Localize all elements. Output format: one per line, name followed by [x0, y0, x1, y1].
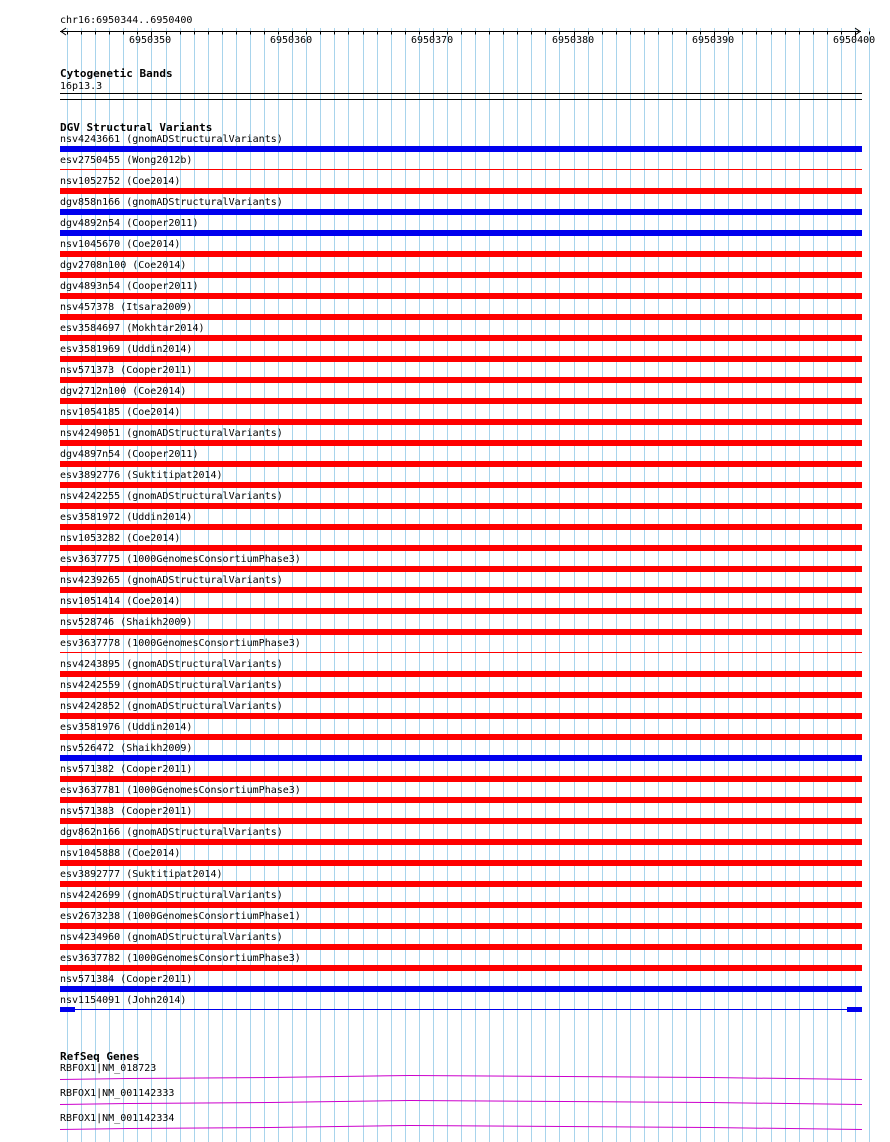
- variant-bar[interactable]: [60, 209, 862, 215]
- dgv-track-title: DGV Structural Variants: [60, 121, 213, 134]
- variant-bar[interactable]: [60, 188, 862, 194]
- variant-bar[interactable]: [60, 230, 862, 236]
- variant-label[interactable]: dgv858n166 (gnomADStructuralVariants): [60, 197, 283, 208]
- cytoband-track-title: Cytogenetic Bands: [60, 67, 173, 80]
- variant-label[interactable]: dgv862n166 (gnomADStructuralVariants): [60, 827, 283, 838]
- variant-label[interactable]: nsv571383 (Cooper2011): [60, 806, 193, 817]
- variant-label[interactable]: dgv4893n54 (Cooper2011): [60, 281, 199, 292]
- position-label: chr16:6950344..6950400: [60, 15, 193, 26]
- variant-bar[interactable]: [60, 692, 862, 698]
- variant-label[interactable]: esv3637782 (1000GenomesConsortiumPhase3): [60, 953, 301, 964]
- variant-label[interactable]: nsv1045888 (Coe2014): [60, 848, 181, 859]
- variant-bar[interactable]: [60, 524, 862, 530]
- ruler-tick-label: 6950360: [270, 35, 313, 46]
- variant-label[interactable]: nsv4242852 (gnomADStructuralVariants): [60, 701, 283, 712]
- variant-bar[interactable]: [60, 881, 862, 887]
- variant-label[interactable]: nsv1051414 (Coe2014): [60, 596, 181, 607]
- variant-bar[interactable]: [60, 440, 862, 446]
- ruler-tick-label: 6950400: [833, 35, 876, 46]
- variant-label[interactable]: nsv4242699 (gnomADStructuralVariants): [60, 890, 283, 901]
- ruler-tick-label: 6950380: [552, 35, 595, 46]
- variant-bar[interactable]: [60, 335, 862, 341]
- variant-label[interactable]: nsv571382 (Cooper2011): [60, 764, 193, 775]
- cytoband-bottom-line: [60, 99, 862, 100]
- variant-label[interactable]: nsv1053282 (Coe2014): [60, 533, 181, 544]
- variant-bar[interactable]: [60, 818, 862, 824]
- variant-label[interactable]: nsv4243661 (gnomADStructuralVariants): [60, 134, 283, 145]
- variant-bar[interactable]: [60, 272, 862, 278]
- variant-bar[interactable]: [60, 629, 862, 635]
- variant-bar[interactable]: [60, 251, 862, 257]
- variant-label[interactable]: nsv4239265 (gnomADStructuralVariants): [60, 575, 283, 586]
- variant-label[interactable]: esv3637775 (1000GenomesConsortiumPhase3): [60, 554, 301, 565]
- variant-bar[interactable]: [60, 503, 862, 509]
- variant-bar[interactable]: [60, 146, 862, 152]
- gene-model[interactable]: [0, 1122, 890, 1132]
- variant-label[interactable]: nsv571384 (Cooper2011): [60, 974, 193, 985]
- variant-bar[interactable]: [60, 377, 862, 383]
- variant-label[interactable]: nsv4242559 (gnomADStructuralVariants): [60, 680, 283, 691]
- variant-bar[interactable]: [60, 923, 862, 929]
- variant-label[interactable]: nsv571373 (Cooper2011): [60, 365, 193, 376]
- variant-bar[interactable]: [60, 734, 862, 740]
- variant-label[interactable]: esv2750455 (Wong2012b): [60, 155, 193, 166]
- variant-label[interactable]: esv3584697 (Mokhtar2014): [60, 323, 205, 334]
- variant-label[interactable]: esv3637778 (1000GenomesConsortiumPhase3): [60, 638, 301, 649]
- variant-label[interactable]: nsv4243895 (gnomADStructuralVariants): [60, 659, 283, 670]
- variant-label[interactable]: esv3581972 (Uddin2014): [60, 512, 193, 523]
- gene-model[interactable]: [0, 1097, 890, 1107]
- variant-label[interactable]: nsv528746 (Shaikh2009): [60, 617, 193, 628]
- variant-bar[interactable]: [60, 419, 862, 425]
- variant-bar[interactable]: [60, 398, 862, 404]
- variant-label[interactable]: esv2673238 (1000GenomesConsortiumPhase1): [60, 911, 301, 922]
- variant-bar[interactable]: [60, 293, 862, 299]
- variant-label[interactable]: nsv1045670 (Coe2014): [60, 239, 181, 250]
- variant-bar[interactable]: [60, 587, 862, 593]
- variant-bar[interactable]: [60, 566, 862, 572]
- variant-label[interactable]: dgv4897n54 (Cooper2011): [60, 449, 199, 460]
- cytoband-label: 16p13.3: [60, 81, 103, 92]
- gene-line: [60, 1101, 862, 1105]
- variant-bar[interactable]: [60, 461, 862, 467]
- variant-label[interactable]: nsv4242255 (gnomADStructuralVariants): [60, 491, 283, 502]
- variant-bar-end[interactable]: [847, 1007, 862, 1012]
- variant-label[interactable]: esv3892776 (Suktitipat2014): [60, 470, 223, 481]
- gene-label[interactable]: RBFOX1|NM_018723: [60, 1063, 157, 1074]
- cytoband-top-line: [60, 93, 862, 94]
- variant-label[interactable]: nsv526472 (Shaikh2009): [60, 743, 193, 754]
- variant-bar[interactable]: [60, 986, 862, 992]
- variant-label[interactable]: dgv4892n54 (Cooper2011): [60, 218, 199, 229]
- variant-label[interactable]: esv3581976 (Uddin2014): [60, 722, 193, 733]
- variant-bar[interactable]: [60, 713, 862, 719]
- variant-label[interactable]: nsv1154091 (John2014): [60, 995, 187, 1006]
- variant-label[interactable]: nsv4249051 (gnomADStructuralVariants): [60, 428, 283, 439]
- variant-bar[interactable]: [60, 671, 862, 677]
- variant-label[interactable]: nsv1052752 (Coe2014): [60, 176, 181, 187]
- gene-label[interactable]: RBFOX1|NM_001142333: [60, 1088, 175, 1099]
- gene-line: [60, 1126, 862, 1130]
- variant-bar[interactable]: [60, 797, 862, 803]
- variant-bar[interactable]: [60, 169, 862, 170]
- variant-bar[interactable]: [60, 482, 862, 488]
- variant-bar[interactable]: [60, 1009, 862, 1010]
- variant-bar[interactable]: [60, 545, 862, 551]
- refseq-track-title: RefSeq Genes: [60, 1050, 140, 1063]
- variant-label[interactable]: nsv4234960 (gnomADStructuralVariants): [60, 932, 283, 943]
- variant-label[interactable]: dgv2708n100 (Coe2014): [60, 260, 187, 271]
- variant-label[interactable]: nsv457378 (Itsara2009): [60, 302, 193, 313]
- variant-bar[interactable]: [60, 860, 862, 866]
- variant-label[interactable]: esv3637781 (1000GenomesConsortiumPhase3): [60, 785, 301, 796]
- ruler-tick-label: 6950390: [692, 35, 735, 46]
- ruler-tick-label: 6950370: [411, 35, 454, 46]
- variant-bar-end[interactable]: [60, 1007, 75, 1012]
- variant-bar[interactable]: [60, 902, 862, 908]
- variant-label[interactable]: esv3581969 (Uddin2014): [60, 344, 193, 355]
- variant-bar[interactable]: [60, 755, 862, 761]
- variant-bar[interactable]: [60, 839, 862, 845]
- gene-line: [60, 1076, 862, 1080]
- ruler-minor-ticks: [68, 32, 870, 38]
- gene-label[interactable]: RBFOX1|NM_001142334: [60, 1113, 175, 1124]
- variant-label[interactable]: nsv1054185 (Coe2014): [60, 407, 181, 418]
- variant-label[interactable]: esv3892777 (Suktitipat2014): [60, 869, 223, 880]
- ruler-tick-label: 6950350: [129, 35, 172, 46]
- variant-bar[interactable]: [60, 965, 862, 971]
- variant-label[interactable]: dgv2712n100 (Coe2014): [60, 386, 187, 397]
- variant-bar[interactable]: [60, 608, 862, 614]
- variant-bar[interactable]: [60, 314, 862, 320]
- variant-bar[interactable]: [60, 356, 862, 362]
- variant-bar[interactable]: [60, 944, 862, 950]
- variant-bar[interactable]: [60, 652, 862, 653]
- variant-bar[interactable]: [60, 776, 862, 782]
- gene-model[interactable]: [0, 1072, 890, 1082]
